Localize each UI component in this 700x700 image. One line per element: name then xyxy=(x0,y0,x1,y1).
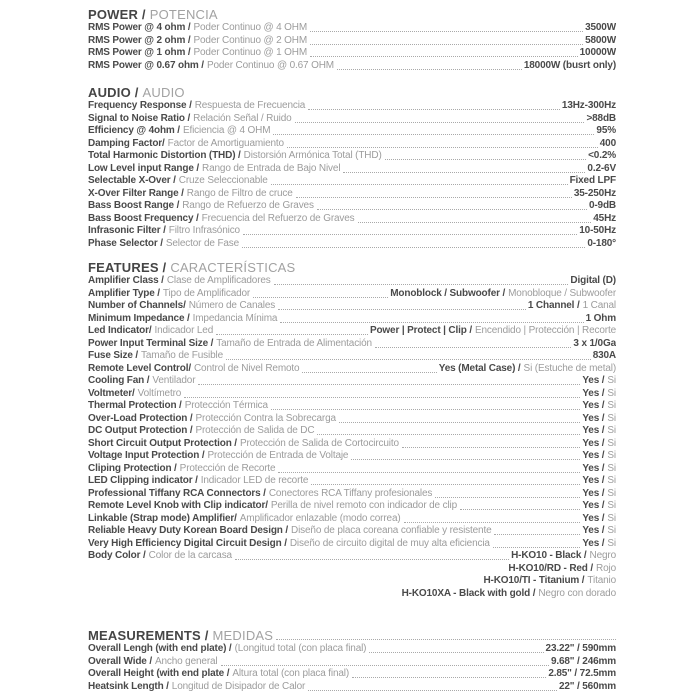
spec-label-en: Power Input Terminal Size / xyxy=(88,337,214,349)
section-title-en: FEATURES / xyxy=(88,260,167,275)
section-measurements xyxy=(88,629,616,693)
spec-label-es: Poder Continuo @ 4 OHM xyxy=(193,22,308,33)
spec-row xyxy=(88,668,616,681)
dotted-leader xyxy=(385,159,586,160)
spec-row xyxy=(88,100,616,113)
spec-label-es: Altura total (con placa final) xyxy=(232,668,350,679)
spec-label-es: Tamaño de Entrada de Alimentación xyxy=(216,337,372,349)
spec-label-en: Amplifier Type / xyxy=(88,287,160,299)
dotted-leader xyxy=(343,172,585,173)
spec-row xyxy=(88,200,616,213)
dotted-leader xyxy=(302,372,436,373)
spec-label-es: Voltímetro xyxy=(137,387,182,399)
spec-row xyxy=(88,363,616,376)
spec-label-en: Remote Level Control/ xyxy=(88,362,191,374)
spec-label-es: Tamaño de Fusible xyxy=(141,350,223,361)
section-title xyxy=(88,629,616,643)
spec-row xyxy=(88,656,616,669)
spec-label-en: Body Color / xyxy=(88,550,146,561)
spec-rows xyxy=(88,275,616,600)
spec-label-es: Protección de Recorte xyxy=(179,462,276,474)
dotted-leader xyxy=(493,547,581,548)
spec-row xyxy=(88,138,616,151)
spec-value: 2.85" / 72.5mm xyxy=(548,668,616,679)
spec-row xyxy=(88,35,616,48)
spec-label-en: Heatsink Length / xyxy=(88,680,169,692)
spec-label-en: X-Over Filter Range / xyxy=(88,187,184,199)
spec-row xyxy=(88,188,616,201)
dotted-leader xyxy=(221,665,549,666)
dotted-leader xyxy=(402,447,580,448)
spec-label-es: Color de la carcasa xyxy=(148,550,232,561)
dotted-leader xyxy=(273,134,594,135)
spec-label-en: Reliable Heavy Duty Korean Board Design / xyxy=(88,525,289,536)
spec-label-en: Professional Tiffany RCA Connectors / xyxy=(88,487,266,499)
spec-value: 3 x 1/0Ga xyxy=(573,337,616,349)
spec-label-en: Total Harmonic Distortion (THD) / xyxy=(88,150,241,161)
spec-label-es: Distorsión Armónica Total (THD) xyxy=(243,150,382,161)
spec-row xyxy=(88,275,616,288)
section-title-es: CARACTERÍSTICAS xyxy=(170,260,296,275)
spec-value-secondary: Si xyxy=(607,375,616,386)
spec-label-es: Frecuencia del Refuerzo de Graves xyxy=(201,212,355,224)
spec-value: 18000W (busrt only) xyxy=(523,59,616,71)
spec-row xyxy=(88,450,616,463)
spec-row xyxy=(88,313,616,326)
spec-label-es: Respuesta de Frecuencia xyxy=(194,100,306,111)
spec-value: 95% xyxy=(596,125,616,136)
spec-row xyxy=(88,175,616,188)
dotted-leader xyxy=(435,497,580,498)
spec-row xyxy=(88,681,616,694)
spec-label-en: Infrasonic Filter / xyxy=(88,225,166,236)
spec-value: H-KO10/RD - Red / xyxy=(508,562,594,574)
dotted-leader xyxy=(184,397,580,398)
dotted-leader xyxy=(235,559,509,560)
spec-label-en: LED Clipping indicator / xyxy=(88,475,198,486)
spec-label-en: Cooling Fan / xyxy=(88,375,150,386)
spec-label-es: Indicador LED de recorte xyxy=(200,475,309,486)
spec-label-es: Factor de Amortiguamiento xyxy=(167,137,284,149)
spec-label-en: Voltage Input Protection / xyxy=(88,450,205,461)
spec-value-secondary: Si xyxy=(607,500,616,511)
spec-row xyxy=(88,213,616,226)
spec-value: Yes / xyxy=(582,462,605,474)
spec-label-es: Control de Nivel Remoto xyxy=(193,362,300,374)
spec-label-es: Amplificador enlazable (modo correa) xyxy=(239,512,401,524)
dotted-leader xyxy=(310,31,583,32)
spec-label-en: Selectable X-Over / xyxy=(88,175,176,186)
spec-label-es: Poder Continuo @ 2 OHM xyxy=(193,34,308,46)
spec-row xyxy=(88,488,616,501)
spec-row xyxy=(88,575,616,588)
spec-value-secondary: Negro con dorado xyxy=(538,587,616,599)
spec-row xyxy=(88,413,616,426)
spec-label-en: Signal to Noise Ratio / xyxy=(88,112,191,124)
spec-value: Power | Protect | Clip / xyxy=(369,325,472,336)
spec-label-en: Fuse Size / xyxy=(88,350,139,361)
spec-value: Yes / xyxy=(582,375,605,386)
dotted-leader xyxy=(310,56,578,57)
section-title-en: POWER / xyxy=(88,7,146,22)
spec-row xyxy=(88,588,616,601)
dotted-leader xyxy=(295,122,585,123)
spec-row xyxy=(88,47,616,60)
spec-row xyxy=(88,388,616,401)
section-title xyxy=(88,8,616,22)
spec-value: Yes / xyxy=(582,475,605,486)
spec-row xyxy=(88,425,616,438)
spec-rows xyxy=(88,22,616,72)
spec-label-en: RMS Power @ 4 ohm / xyxy=(88,22,191,33)
dotted-leader xyxy=(216,334,368,335)
spec-value-secondary: Monobloque / Subwoofer xyxy=(508,287,616,299)
spec-label-es: Protección de Entrada de Voltaje xyxy=(207,450,349,461)
spec-row xyxy=(88,338,616,351)
spec-value: 1 Ohm xyxy=(585,312,616,324)
spec-label-en: Efficiency @ 4ohm / xyxy=(88,125,180,136)
spec-row xyxy=(88,22,616,35)
spec-label-es: Rango de Refuerzo de Graves xyxy=(182,200,314,211)
spec-label-en: Number of Channels/ xyxy=(88,300,186,311)
dotted-leader xyxy=(278,472,580,473)
dotted-leader xyxy=(243,234,577,235)
spec-row xyxy=(88,438,616,451)
spec-value: 3500W xyxy=(585,22,616,33)
spec-label-es: Filtro Infrasónico xyxy=(168,225,240,236)
dotted-leader xyxy=(369,652,543,653)
spec-label-es: Ancho general xyxy=(154,655,218,667)
spec-value: Yes / xyxy=(582,525,605,536)
spec-value: >88dB xyxy=(586,112,616,124)
dotted-leader xyxy=(404,522,581,523)
dotted-leader xyxy=(274,284,569,285)
spec-label-en: DC Output Protection / xyxy=(88,425,193,436)
spec-row xyxy=(88,163,616,176)
spec-value: 35-250Hz xyxy=(573,187,616,199)
spec-label-es: Selector de Fase xyxy=(165,237,240,249)
section-title-es: MEDIDAS xyxy=(212,628,274,643)
spec-label-es: Número de Canales xyxy=(188,300,276,311)
spec-row xyxy=(88,550,616,563)
spec-row xyxy=(88,475,616,488)
dotted-leader xyxy=(226,359,591,360)
spec-row xyxy=(88,375,616,388)
dotted-leader xyxy=(351,459,580,460)
spec-label-en: Led Indicator/ xyxy=(88,325,152,336)
spec-row xyxy=(88,60,616,73)
spec-label-es: Relación Señal / Ruido xyxy=(193,112,292,124)
spec-value-secondary: Si xyxy=(607,450,616,461)
spec-label-en: Overall Lengh (with end plate) / xyxy=(88,643,232,654)
spec-label-en: Overall Wide / xyxy=(88,655,152,667)
spec-row xyxy=(88,500,616,513)
spec-label-en: Overall Height (with end plate / xyxy=(88,668,230,679)
section-title-es: AUDIO xyxy=(142,85,185,100)
dotted-leader xyxy=(271,409,580,410)
spec-label-es: Impedancia Mínima xyxy=(192,312,278,324)
dotted-leader xyxy=(352,677,546,678)
dotted-leader xyxy=(198,384,580,385)
spec-value: Yes / xyxy=(582,387,605,399)
spec-value: Yes (Metal Case) / xyxy=(438,362,521,374)
spec-value-secondary: Si xyxy=(607,462,616,474)
dotted-leader xyxy=(287,147,598,148)
spec-value: H-KO10 - Black / xyxy=(511,550,587,561)
dotted-leader xyxy=(253,297,388,298)
spec-label-es: (Longitud total (con placa final) xyxy=(234,643,367,654)
spec-value-secondary: 1 Canal xyxy=(582,300,616,311)
spec-label-es: Poder Continuo @ 1 OHM xyxy=(193,47,308,58)
spec-label-en: Minimum Impedance / xyxy=(88,312,190,324)
spec-value: Yes / xyxy=(582,437,605,449)
spec-rows xyxy=(88,643,616,693)
spec-label-es: Indicador Led xyxy=(154,325,214,336)
spec-value-secondary: Si xyxy=(607,425,616,436)
spec-value: 400 xyxy=(599,137,616,149)
spec-value: Fixed LPF xyxy=(569,175,616,186)
spec-value-secondary: Si xyxy=(607,487,616,499)
spec-row xyxy=(88,538,616,551)
spec-value-secondary: Si xyxy=(607,512,616,524)
spec-row xyxy=(88,238,616,251)
spec-value: 13Hz-300Hz xyxy=(561,100,616,111)
spec-row xyxy=(88,113,616,126)
spec-value-secondary: Si xyxy=(607,400,616,411)
spec-label-es: Conectores RCA Tiffany profesionales xyxy=(268,487,433,499)
spec-label-es: Rango de Filtro de cruce xyxy=(186,187,293,199)
spec-label-en: Amplifier Class / xyxy=(88,275,164,286)
spec-label-es: Rango de Entrada de Bajo Nivel xyxy=(202,162,341,174)
dotted-leader xyxy=(310,44,583,45)
spec-value-secondary: Si xyxy=(607,437,616,449)
section-audio xyxy=(88,86,616,250)
spec-row xyxy=(88,643,616,656)
dotted-leader xyxy=(460,509,580,510)
spec-value-secondary: Rojo xyxy=(596,562,616,574)
spec-value-secondary: Si xyxy=(607,525,616,536)
spec-label-en: Bass Boost Frequency / xyxy=(88,212,199,224)
spec-label-es: Diseño de placa coreana confiable y resistente xyxy=(291,525,492,536)
spec-value: 5800W xyxy=(585,34,616,46)
dotted-leader xyxy=(296,197,572,198)
spec-row xyxy=(88,225,616,238)
spec-row xyxy=(88,563,616,576)
spec-value: 45Hz xyxy=(593,212,616,224)
spec-value: 0-9dB xyxy=(588,200,616,211)
dotted-leader xyxy=(308,690,557,691)
spec-label-en: RMS Power @ 1 ohm / xyxy=(88,47,191,58)
section-title-en: AUDIO / xyxy=(88,85,139,100)
spec-label-en: Low Level input Range / xyxy=(88,162,200,174)
dotted-leader xyxy=(494,534,580,535)
spec-value: 23.22" / 590mm xyxy=(545,643,616,654)
spec-value-secondary: Encendido | Protección | Recorte xyxy=(474,325,616,336)
spec-value: 22" / 560mm xyxy=(558,680,616,692)
spec-value: Yes / xyxy=(582,450,605,461)
spec-row xyxy=(88,125,616,138)
spec-value: H-KO10/TI - Titanium / xyxy=(483,575,585,586)
dotted-leader xyxy=(278,309,526,310)
spec-label-es: Clase de Amplificadores xyxy=(166,275,271,286)
spec-label-es: Protección de Salida de Cortocircuito xyxy=(239,437,399,449)
spec-value: Yes / xyxy=(582,412,605,424)
spec-value: Yes / xyxy=(582,400,605,411)
spec-value-secondary: Negro xyxy=(589,550,616,561)
spec-value-secondary: Si xyxy=(607,387,616,399)
dotted-leader xyxy=(358,222,592,223)
spec-label-en: Damping Factor/ xyxy=(88,137,165,149)
spec-label-en: Voltmeter/ xyxy=(88,387,135,399)
spec-value: H-KO10XA - Black with gold / xyxy=(401,587,536,599)
spec-label-es: Protección de Salida de DC xyxy=(195,425,315,436)
spec-label-es: Diseño de circuito digital de muy alta eficiencia xyxy=(289,537,490,549)
spec-label-es: Protección Térmica xyxy=(184,400,268,411)
spec-value: 830A xyxy=(592,350,616,361)
spec-label-en: Linkable (Strap mode) Amplifier/ xyxy=(88,512,237,524)
spec-row xyxy=(88,300,616,313)
spec-value: <0.2% xyxy=(588,150,616,161)
spec-row xyxy=(88,400,616,413)
spec-label-es: Tipo de Amplificador xyxy=(162,287,251,299)
dotted-leader xyxy=(308,109,560,110)
spec-value: 10000W xyxy=(579,47,616,58)
spec-label-en: Frequency Response / xyxy=(88,100,192,111)
section-title-es: POTENCIA xyxy=(149,7,218,22)
spec-value: Digital (D) xyxy=(570,275,616,286)
spec-value: Monoblock / Subwoofer / xyxy=(390,287,506,299)
spec-label-en: Cliping Protection / xyxy=(88,462,177,474)
spec-value-secondary: Si xyxy=(607,537,616,549)
spec-row xyxy=(88,525,616,538)
section-title xyxy=(88,86,616,100)
spec-row xyxy=(88,150,616,163)
dotted-leader xyxy=(317,434,580,435)
spec-label-en: Bass Boost Range / xyxy=(88,200,180,211)
spec-label-en: Short Circuit Output Protection / xyxy=(88,437,237,449)
spec-label-es: Longitud de Disipador de Calor xyxy=(171,680,306,692)
spec-value: 0.2-6V xyxy=(587,162,616,174)
spec-label-es: Ventilador xyxy=(152,375,196,386)
spec-label-es: Perilla de nivel remoto con indicador de clip xyxy=(270,500,458,511)
dotted-leader xyxy=(339,422,580,423)
dotted-leader xyxy=(317,209,587,210)
spec-label-en: Over-Load Protection / xyxy=(88,412,193,424)
spec-label-es: Protección Contra la Sobrecarga xyxy=(195,412,336,424)
section-title xyxy=(88,261,616,275)
spec-value: 10-50Hz xyxy=(579,225,616,236)
dotted-leader xyxy=(311,484,580,485)
spec-label-es: Eficiencia @ 4 OHM xyxy=(182,125,271,136)
dotted-leader xyxy=(271,184,568,185)
spec-value: 9.68" / 246mm xyxy=(550,655,616,667)
spec-row xyxy=(88,325,616,338)
spec-row xyxy=(88,463,616,476)
spec-value-secondary: Si xyxy=(607,412,616,424)
spec-label-en: Phase Selector / xyxy=(88,237,163,249)
spec-label-en: Remote Level Knob with Clip indicator/ xyxy=(88,500,268,511)
spec-label-es: Cruze Seleccionable xyxy=(178,175,268,186)
spec-value: Yes / xyxy=(582,425,605,436)
spec-value-secondary: Si (Estuche de metal) xyxy=(523,362,616,374)
section-features xyxy=(88,261,616,600)
spec-label-en: RMS Power @ 2 ohm / xyxy=(88,34,191,46)
spec-value: Yes / xyxy=(582,487,605,499)
spec-row xyxy=(88,288,616,301)
dotted-leader xyxy=(375,347,571,348)
spec-value-secondary: Si xyxy=(607,475,616,486)
section-title-en: MEASUREMENTS / xyxy=(88,628,209,643)
dotted-leader xyxy=(242,247,585,248)
spec-row xyxy=(88,350,616,363)
spec-value: 0-180° xyxy=(587,237,616,249)
dotted-leader xyxy=(280,322,583,323)
spec-value: Yes / xyxy=(582,512,605,524)
spec-label-es: Poder Continuo @ 0.67 OHM xyxy=(206,59,334,71)
spec-row xyxy=(88,513,616,526)
spec-label-en: Thermal Protection / xyxy=(88,400,182,411)
section-power xyxy=(88,8,616,72)
spec-label-en: RMS Power @ 0.67 ohm / xyxy=(88,59,204,71)
spec-value: 1 Channel / xyxy=(527,300,580,311)
spec-value: Yes / xyxy=(582,500,605,511)
spec-rows xyxy=(88,100,616,250)
spec-value: Yes / xyxy=(582,537,605,549)
spec-value-secondary: Titanio xyxy=(587,575,616,586)
spec-label-en: Very High Efficiency Digital Circuit Design / xyxy=(88,537,287,549)
dotted-leader xyxy=(337,69,522,70)
dotted-leader xyxy=(276,639,616,640)
